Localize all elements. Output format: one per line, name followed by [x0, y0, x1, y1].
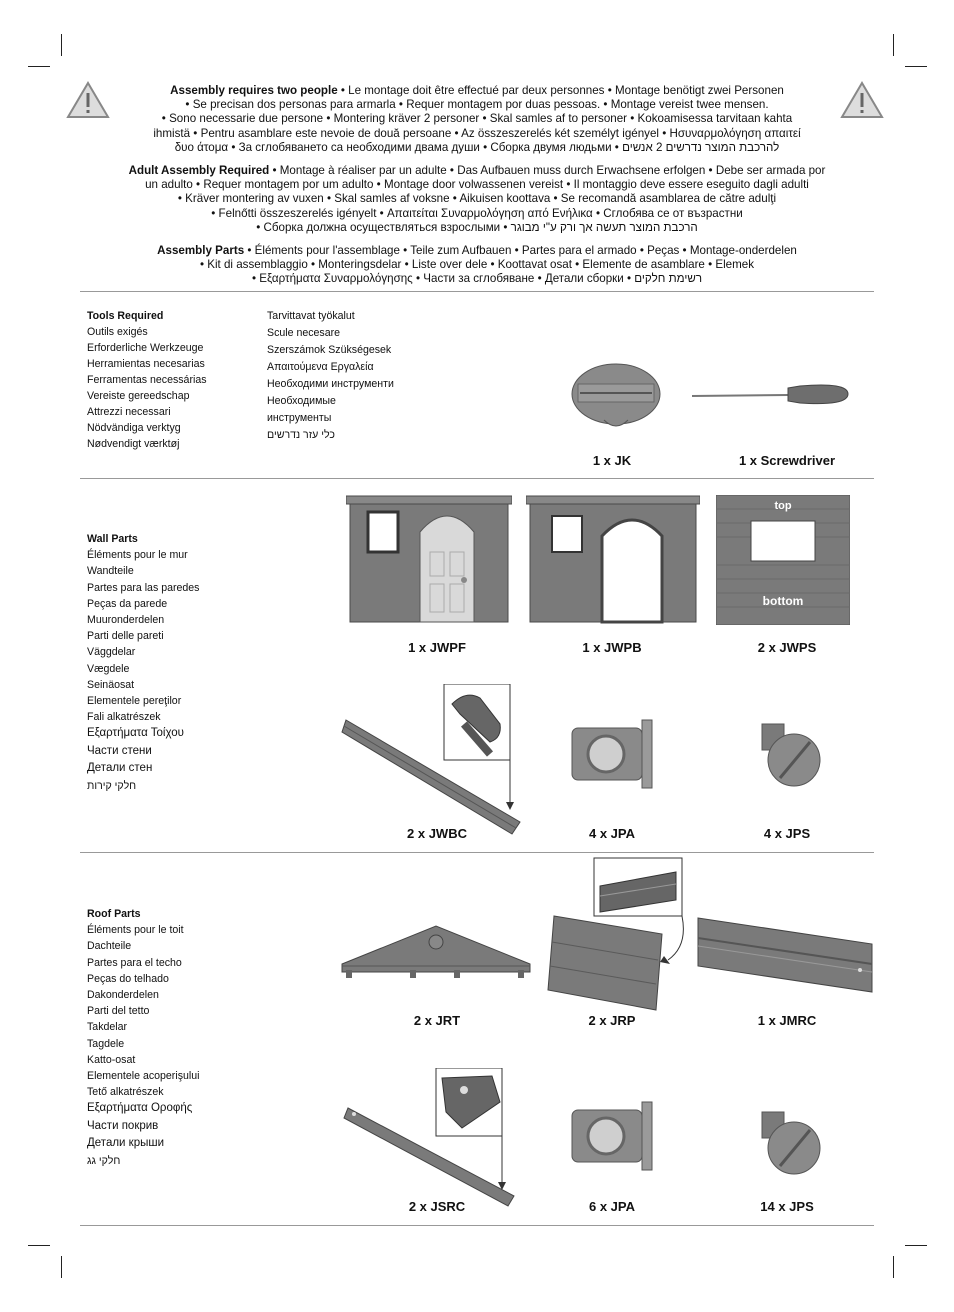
connector-jpa-image — [568, 718, 656, 790]
crop-mark — [28, 66, 50, 67]
divider — [80, 291, 874, 292]
back-wall-panel-image — [526, 494, 700, 624]
crop-mark — [61, 1256, 62, 1278]
wall-parts-list: Wall Parts Éléments pour le mur Wandteile Partes para las paredes Peças da parede Muuronderdelen Parti delle pareti Väggdelar Vægdele Seinäosat Elementele pereţilor Fali alkatrészek Εξαρτήματα Τοίχου Части стени Детали стен חלקי קירות — [87, 533, 200, 792]
panel-bottom-label: bottom — [762, 594, 804, 608]
part-label: 4 x JPA — [588, 826, 635, 841]
part-label: 2 x JRP — [588, 1013, 636, 1028]
plug-jps-image — [754, 1104, 824, 1178]
part-label: 1 x JWPF — [408, 640, 466, 655]
part-label: 14 x JPS — [760, 1199, 814, 1214]
divider — [80, 478, 874, 479]
tools-list-col1: Tools Required Outils exigés Erforderliche Werkzeuge Herramientas necesarias Ferramentas necessárias Vereiste gereedschap Attrezzi necessari Nödvändiga verktyg Nødvendigt værktøj — [87, 310, 207, 450]
divider — [80, 852, 874, 853]
part-label: 4 x JPS — [763, 826, 811, 841]
plug-jps-image — [754, 716, 824, 790]
screwdriver-icon — [688, 380, 850, 410]
ridge-cap-image — [694, 914, 876, 994]
side-roof-connector-image — [342, 1068, 522, 1210]
tools-list-col2: Tarvittavat työkalut Scule necesare Szerszámok Szükségesek Απαιτούμενα Εργαλεία Необходими инструменти Необходимые инструменты כלי עזר נדרשים — [267, 310, 394, 441]
part-label: 2 x JSRC — [408, 1199, 466, 1214]
part-label: 2 x JWPS — [757, 640, 817, 655]
panel-top-label: top — [774, 500, 792, 512]
wall-beam-image — [340, 684, 530, 844]
part-label: 6 x JPA — [588, 1199, 635, 1214]
part-label: 2 x JWBC — [407, 826, 467, 841]
part-label: 1 x Screwdriver — [738, 453, 836, 468]
part-label: 1 x JWPB — [582, 640, 642, 655]
crop-mark — [28, 1245, 50, 1246]
crop-mark — [893, 1256, 894, 1278]
crop-mark — [905, 66, 927, 67]
jk-part-icon — [568, 362, 664, 432]
part-label: 1 x JK — [592, 453, 632, 468]
divider — [80, 1225, 874, 1226]
front-wall-panel-image — [346, 492, 512, 624]
part-label: 2 x JRT — [413, 1013, 461, 1028]
assembly-parts-heading: Assembly Parts • Éléments pour l'assemblage • Teile zum Aufbauen • Partes para el armado • Peças • Montage-onderdelen • Kit di assemblaggio • Monteringsdelar • Liste over dele • Koottavat osat • Elemente de asamblare • Elemek • Εξαρτήματα Συναρμολόγησης • Части за сглобяване • Детали сборки • רשימת חלקים — [157, 244, 797, 286]
roof-truss-image — [340, 922, 532, 980]
part-label: 1 x JMRC — [757, 1013, 817, 1028]
roof-parts-list: Roof Parts Éléments pour le toit Dachteile Partes para el techo Peças do telhado Dakonderdelen Parti del tetto Takdelar Tagdele Katto-osat Elementele acoperişului Tető alkatrészek Εξαρτήματα Οροφής Части покрив Детали крыши חלקי גג — [87, 908, 200, 1167]
crop-mark — [905, 1245, 927, 1246]
two-people-notice: Assembly requires two people • Le montage doit être effectué par deux personnes • Montage benötigt zwei Personen • Se precisan dos personas para armarla • Requer montagem por duas pessoas. • Montage vereist twee mensen. • Sono necessarie due persone • Montering kräver 2 personer • Skal samles af to personer • Kokoamisessa tarvitaan kahta ihmistä • Pentru asamblare este nevoie de două persoane • Az összeszerelés két személyt igényel • Ησυναρμολόγηση απαιτεί δυο άτομα • За сглобяването са необходими двама души • Сборка двумя людьми • להרכבת המוצר נדרשים 2 אנשים — [153, 84, 801, 154]
connector-jpa-image — [568, 1100, 656, 1172]
crop-mark — [61, 34, 62, 56]
adult-assembly-notice: Adult Assembly Required • Montage à réaliser par un adulte • Das Aufbauen muss durch Erwachsene erfolgen • Debe ser armada por un adulto • Requer montagem por um adulto • Montage door volwassenen vereist • Il montaggio deve essere eseguito dagli adulti • Kräver montering av vuxen • Skal samles af voksne • Aikuisen koottava • Se recomandă asamblarea de către adulţi • Felnőtti összeszerelés igényelt • Απαιτείται Συναρμολόγηση από Ενήλικα • Сглобява се от възрастни • Сборка должна осуществляться взрослыми • הרכבת המוצר תעשה אך ורק ע"י מבוגר — [128, 164, 826, 234]
crop-mark — [893, 34, 894, 56]
roof-panel-image — [546, 856, 686, 1012]
